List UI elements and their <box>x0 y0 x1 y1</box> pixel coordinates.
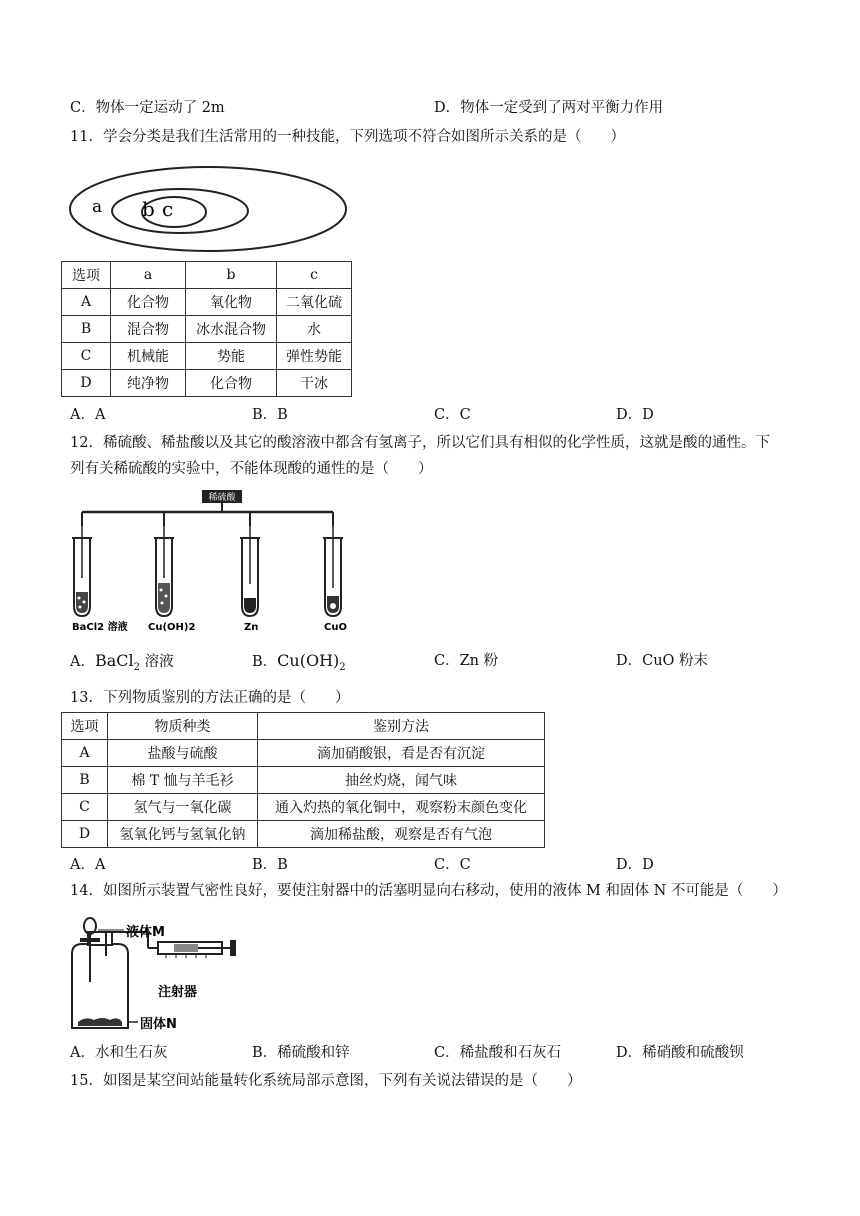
table-cell: 冰水混合物 <box>186 316 277 343</box>
table-cell: 势能 <box>186 343 277 370</box>
table-cell: 通入灼热的氧化铜中，观察粉末颜色变化 <box>258 794 545 821</box>
formula-subscript: 2 <box>133 661 141 673</box>
table-cell: 氧化物 <box>186 289 277 316</box>
q13-stem: 13．下列物质鉴别的方法正确的是（ ） <box>70 690 350 706</box>
table-row <box>62 821 545 848</box>
q11-option-b: B．B <box>252 407 288 423</box>
q12-option-c: C．Zn 粉 <box>434 653 499 669</box>
q13-option-d: D．D <box>616 857 654 873</box>
table-cell: A <box>62 289 111 316</box>
q13-option-a: A．A <box>70 857 106 873</box>
label-syringe: 注射器 <box>158 985 198 1000</box>
test-tube-bacl2 <box>72 512 92 616</box>
table-header-cell: 选项 <box>62 262 111 289</box>
table-header-cell: 鉴别方法 <box>258 713 545 740</box>
table-cell: 化合物 <box>111 289 186 316</box>
table-row <box>62 767 545 794</box>
table-header-cell: 物质种类 <box>108 713 258 740</box>
table-cell: 抽丝灼烧，闻气味 <box>258 767 545 794</box>
table-header-cell: c <box>277 262 352 289</box>
test-tube-cu-oh-2 <box>154 512 174 616</box>
table-header-cell: b <box>186 262 277 289</box>
chemical-formula: Cu(OH) <box>277 651 340 670</box>
table-cell: 氢气与一氧化碳 <box>108 794 258 821</box>
q10-option-c: C．物体一定运动了 2m <box>70 100 225 116</box>
table-row <box>62 316 352 343</box>
table-cell: 弹性势能 <box>277 343 352 370</box>
test-tube-zn <box>240 512 260 616</box>
tube-label-cuo: CuO <box>324 622 347 633</box>
q11-option-d: D．D <box>616 407 654 423</box>
table-cell: C <box>62 343 111 370</box>
q13-option-b: B．B <box>252 857 288 873</box>
q12-option-a <box>70 651 174 678</box>
table-cell: 二氧化硫 <box>277 289 352 316</box>
table-cell: B <box>62 767 108 794</box>
table-row <box>62 370 352 397</box>
q10-option-d: D．物体一定受到了两对平衡力作用 <box>434 100 664 116</box>
table-cell: 滴加稀盐酸，观察是否有气泡 <box>258 821 545 848</box>
table-cell: 氢氧化钙与氢氧化钠 <box>108 821 258 848</box>
table-cell: D <box>62 370 111 397</box>
table-row <box>62 343 352 370</box>
venn-label-a: a <box>92 197 103 217</box>
table-cell: B <box>62 316 111 343</box>
syringe <box>158 940 236 958</box>
option-prefix: B． <box>252 654 278 670</box>
table-cell: A <box>62 740 108 767</box>
q14-option-b: B．稀硫酸和锌 <box>252 1045 350 1061</box>
formula-subscript: 2 <box>339 661 346 673</box>
table-cell: 棉 T 恤与羊毛衫 <box>108 767 258 794</box>
q12-stem-line2: 列有关稀硫酸的实验中，不能体现酸的通性的是（ ） <box>70 461 433 477</box>
q11-table <box>61 261 352 397</box>
chemical-formula: BaCl <box>94 651 134 670</box>
tube-label-cu-oh-2: Cu(OH)2 <box>148 622 196 633</box>
option-prefix: A． <box>70 654 95 670</box>
table-header-row <box>62 262 352 289</box>
table-header-cell: a <box>111 262 186 289</box>
separatory-funnel <box>80 918 100 982</box>
option-suffix: 溶液 <box>140 654 174 670</box>
q12-option-b <box>252 651 346 678</box>
label-solid-n: 固体N <box>140 1017 177 1032</box>
gas-bottle <box>72 932 128 1028</box>
q14-stem: 14．如图所示装置气密性良好，要使注射器中的活塞明显向右移动，使用的液体 M 和固体 N 不可能是（ ） <box>70 883 787 899</box>
table-cell: C <box>62 794 108 821</box>
table-header-row <box>62 713 545 740</box>
venn-label-c: c <box>162 197 174 221</box>
table-header-cell: 选项 <box>62 713 108 740</box>
table-cell: 水 <box>277 316 352 343</box>
q12-option-d: D．CuO 粉末 <box>616 653 709 669</box>
table-row <box>62 289 352 316</box>
venn-label-b: b <box>142 197 155 221</box>
q13-option-c: C．C <box>434 857 471 873</box>
figure-top-label: 稀硫酸 <box>208 493 236 503</box>
q14-option-c: C．稀盐酸和石灰石 <box>434 1045 562 1061</box>
table-cell: 机械能 <box>111 343 186 370</box>
q11-stem: 11．学会分类是我们生活常用的一种技能，下列选项不符合如图所示关系的是（ ） <box>70 129 625 145</box>
q14-option-d: D．稀硝酸和硫酸钡 <box>616 1045 744 1061</box>
test-tube-cuo <box>323 512 343 616</box>
table-cell: 干冰 <box>277 370 352 397</box>
table-cell: 盐酸与硫酸 <box>108 740 258 767</box>
tube-label-zn: Zn <box>244 622 259 633</box>
table-cell: D <box>62 821 108 848</box>
table-cell: 滴加硝酸银，看是否有沉淀 <box>258 740 545 767</box>
label-liquid-m: 液体M <box>126 925 165 940</box>
table-row <box>62 794 545 821</box>
q12-test-tube-figure <box>68 488 368 633</box>
q14-option-a: A．水和生石灰 <box>70 1045 168 1061</box>
table-row <box>62 740 545 767</box>
table-cell: 纯净物 <box>111 370 186 397</box>
q15-stem: 15．如图是某空间站能量转化系统局部示意图，下列有关说法错误的是（ ） <box>70 1073 582 1089</box>
q14-apparatus-figure <box>66 910 246 1034</box>
q11-venn-diagram <box>66 162 352 256</box>
q13-table <box>61 712 545 848</box>
tube-label-bacl2: BaCl2 溶液 <box>72 622 128 633</box>
q12-stem-line1: 12．稀硫酸、稀盐酸以及其它的酸溶液中都含有氢离子，所以它们具有相似的化学性质，这就是酸的通性。下 <box>70 435 770 451</box>
q11-option-c: C．C <box>434 407 471 423</box>
q11-option-a: A．A <box>70 407 106 423</box>
table-cell: 化合物 <box>186 370 277 397</box>
table-cell: 混合物 <box>111 316 186 343</box>
